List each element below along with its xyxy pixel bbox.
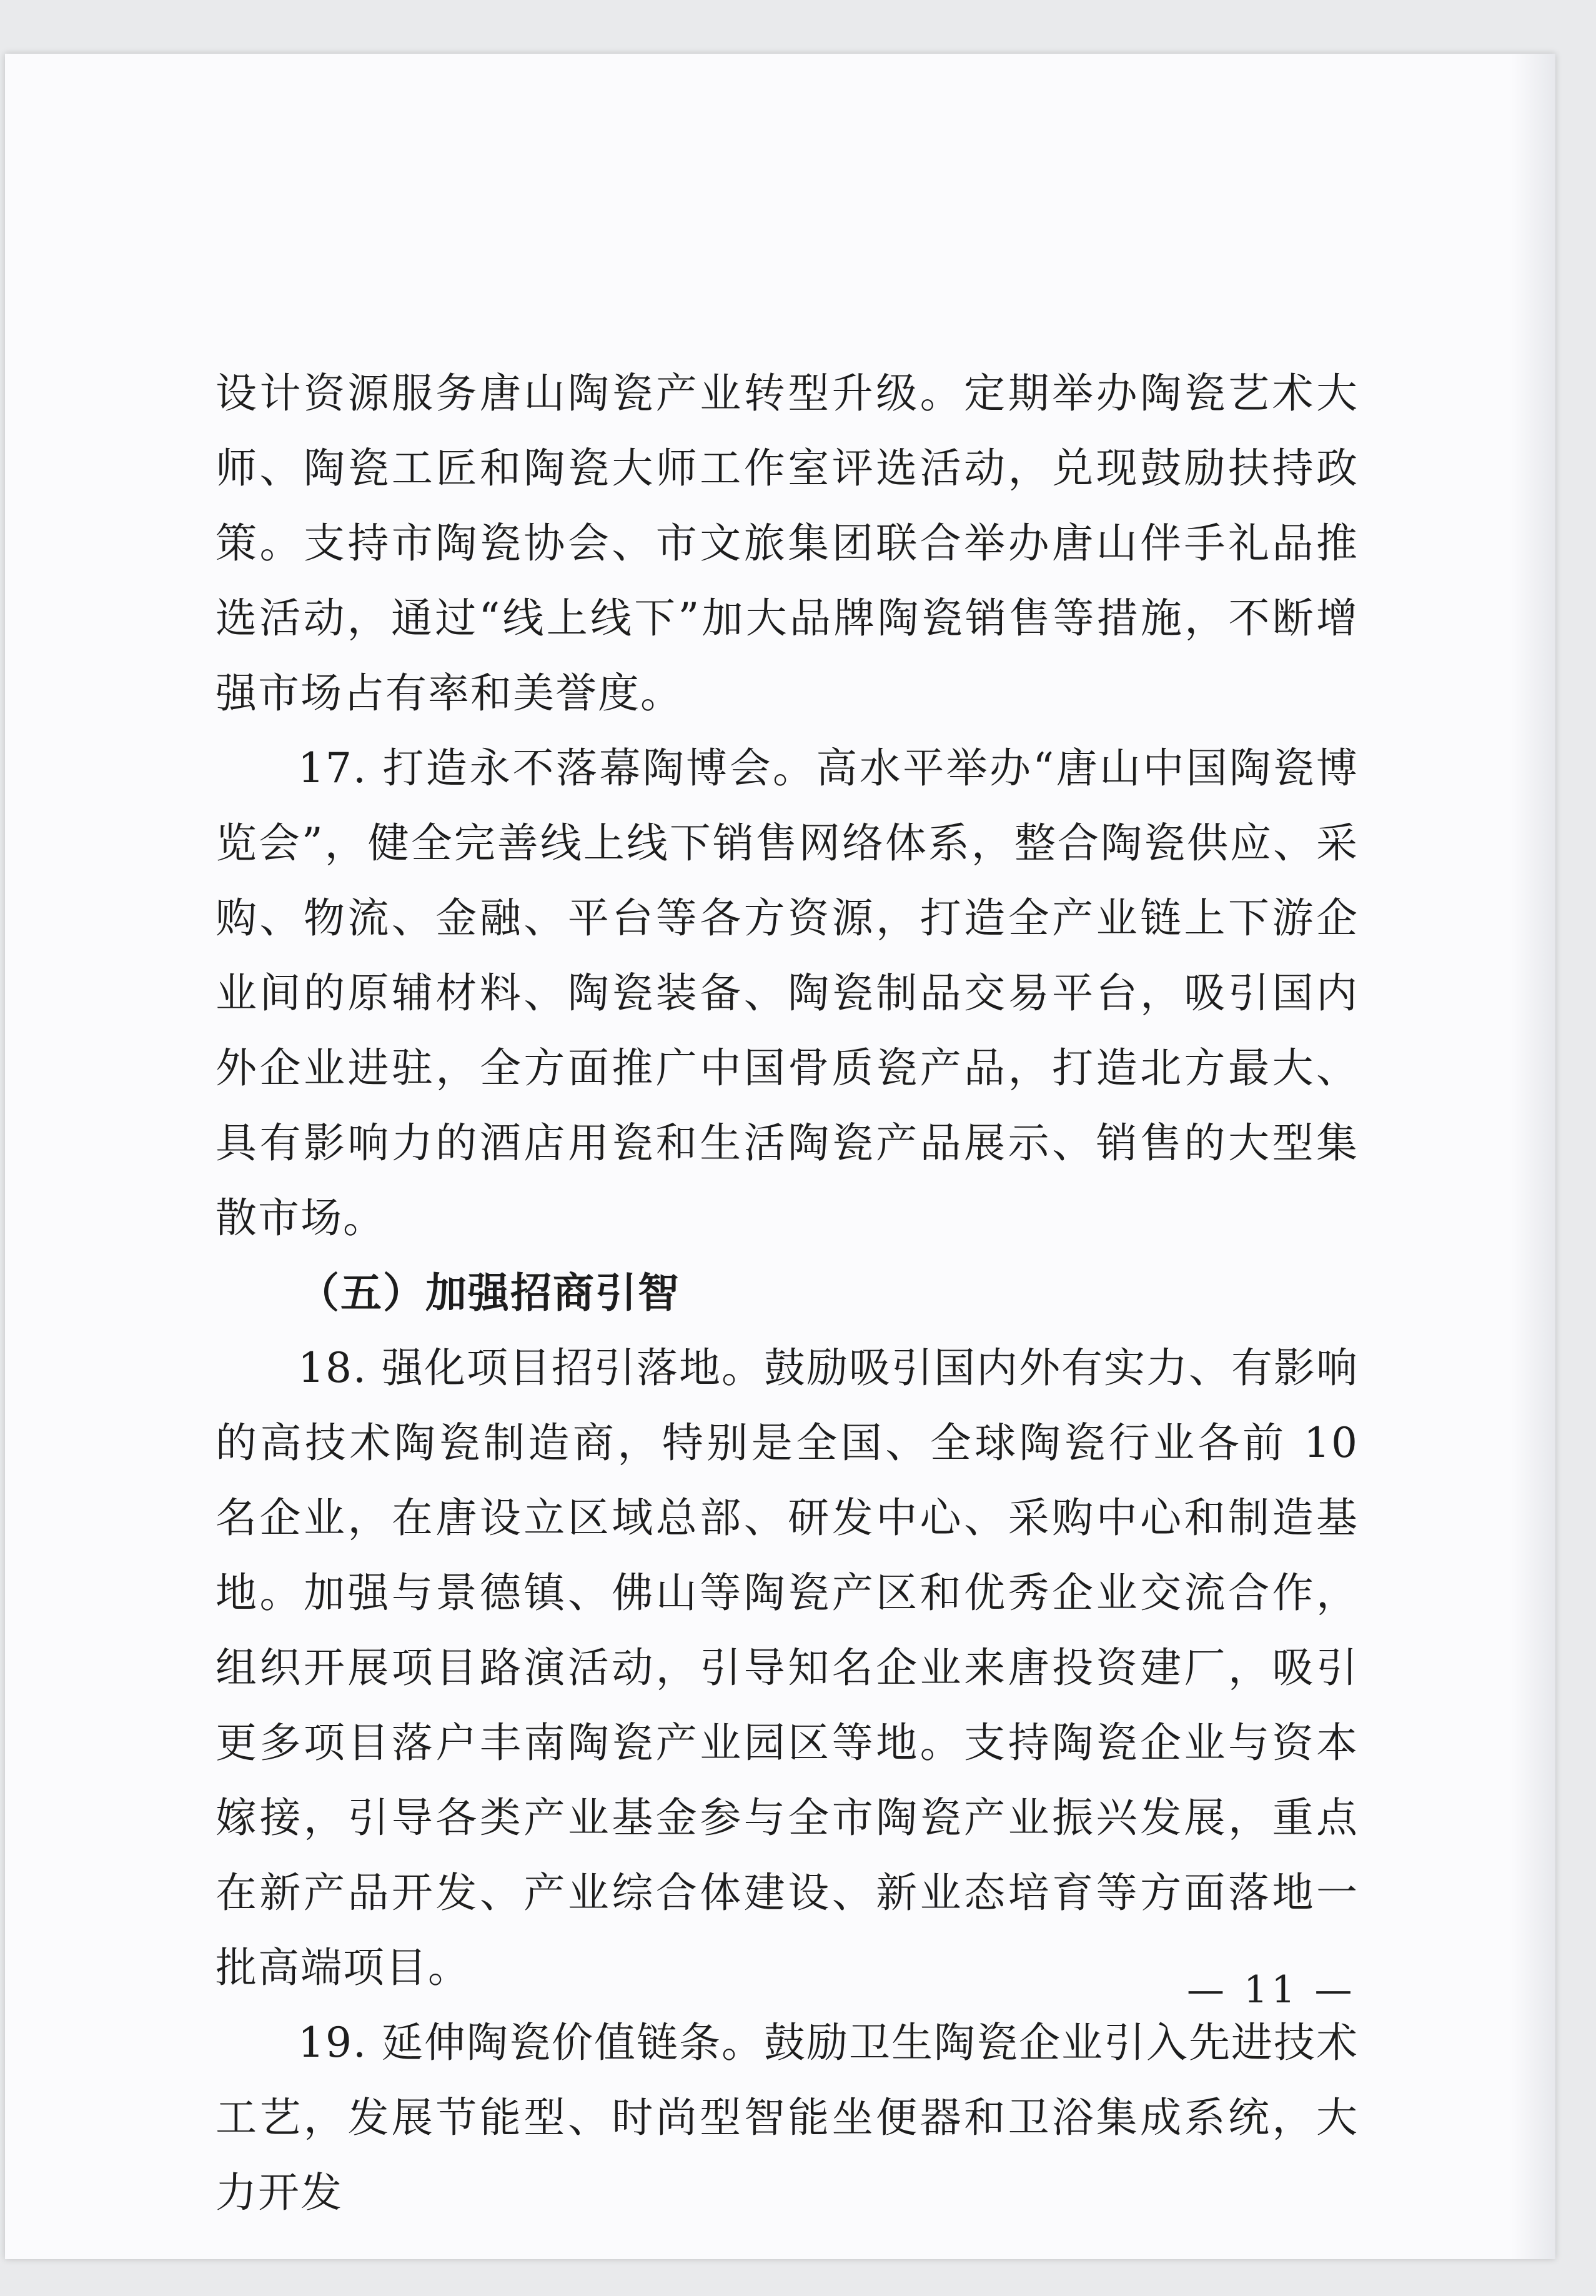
paragraph-19: 19. 延伸陶瓷价值链条。鼓励卫生陶瓷企业引入先进技术工艺，发展节能型、时尚型智能坐便器和卫浴集成系统，大力开发 <box>216 2019 1359 2217</box>
paragraph-18: 18. 强化项目招引落地。鼓励吸引国内外有实力、有影响的高技术陶瓷制造商，特别是全国、全球陶瓷行业各前 10 名企业，在唐设立区域总部、研发中心、采购中心和制造基地。加强与景德镇、佛山等陶瓷产区和优秀企业交流合作，组织开展项目路演活动，引导知名企业来唐投资建厂，吸引更多项目落户丰南陶瓷产业园区等地。支持陶瓷企业与资本嫁接，引导各类产业基金参与全市陶瓷产业振兴发展，重点在新产品开发、产业综合体建设、新业态培育等方面落地一批高端项目。 <box>216 1344 1359 1992</box>
page-number: — 11 — <box>1187 1968 1356 2012</box>
body-text <box>216 356 1359 2230</box>
page-edge-shadow <box>1512 54 1555 2259</box>
paragraph-17: 17. 打造永不落幕陶博会。高水平举办“唐山中国陶瓷博览会”，健全完善线上线下销售网络体系，整合陶瓷供应、采购、物流、金融、平台等各方资源，打造全产业链上下游企业间的原辅材料、陶瓷装备、陶瓷制品交易平台，吸引国内外企业进驻，全方面推广中国骨质瓷产品，打造北方最大、具有影响力的酒店用瓷和生活陶瓷产品展示、销售的大型集散市场。 <box>216 744 1359 1242</box>
paragraph-continued: 设计资源服务唐山陶瓷产业转型升级。定期举办陶瓷艺术大师、陶瓷工匠和陶瓷大师工作室评选活动，兑现鼓励扶持政策。支持市陶瓷协会、市文旅集团联合举办唐山伴手礼品推选活动，通过“线上线下”加大品牌陶瓷销售等措施，不断增强市场占有率和美誉度。 <box>216 369 1359 717</box>
section-heading-5: （五）加强招商引智 <box>298 1269 680 1317</box>
